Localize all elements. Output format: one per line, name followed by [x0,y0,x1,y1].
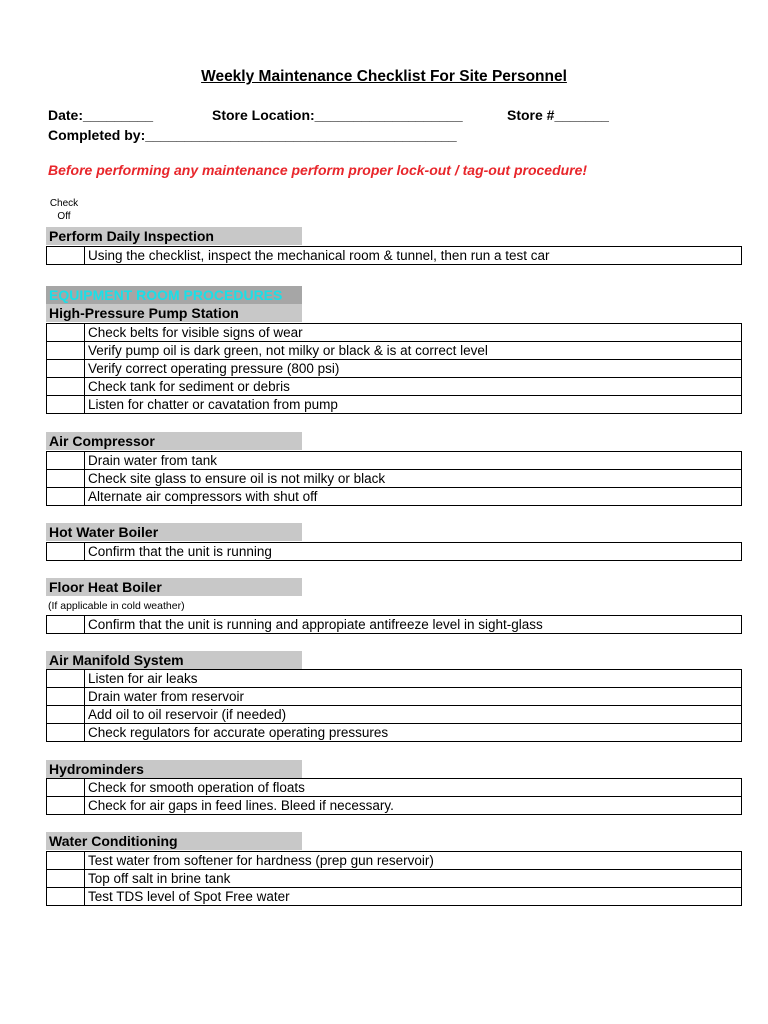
checklist-item: Add oil to oil reservoir (if needed) [85,706,742,724]
checklist-row [47,378,742,396]
checklist-row [47,360,742,378]
check-box[interactable] [47,342,85,360]
safety-warning: Before performing any maintenance perform proper lock-out / tag-out procedure! [48,162,588,178]
check-box[interactable] [47,247,85,265]
checklist-item: Listen for air leaks [85,670,742,688]
checklist-item: Verify pump oil is dark green, not milky or black & is at correct level [85,342,742,360]
checklist-row [47,488,742,506]
checklist-row [47,342,742,360]
checklist-row [47,888,742,906]
checklist-row [47,616,742,634]
checklist-row [47,452,742,470]
air-manifold-list [46,669,742,742]
check-box[interactable] [47,779,85,797]
check-box[interactable] [47,488,85,506]
checklist-item: Listen for chatter or cavatation from pump [85,396,742,414]
check-box[interactable] [47,324,85,342]
check-box[interactable] [47,706,85,724]
checklist-item: Check site glass to ensure oil is not milky or black [85,470,742,488]
checklist-row [47,724,742,742]
checklist-row [47,324,742,342]
hydrominders-list [46,778,742,815]
checklist-item: Verify correct operating pressure (800 psi) [85,360,742,378]
check-box[interactable] [47,688,85,706]
checklist-item: Check tank for sediment or debris [85,378,742,396]
checklist-row [47,470,742,488]
check-box[interactable] [47,870,85,888]
section-hot-water-boiler: Hot Water Boiler [46,523,302,541]
date-field[interactable]: Date:_________ [48,107,154,123]
check-box[interactable] [47,360,85,378]
daily-inspection-list [46,246,742,265]
checklist-row [47,688,742,706]
checklist-row [47,396,742,414]
section-water-conditioning: Water Conditioning [46,832,302,850]
hot-water-boiler-list [46,542,742,561]
check-off-label: Check Off [49,198,79,222]
checklist-item: Drain water from tank [85,452,742,470]
check-box[interactable] [47,797,85,815]
section-hydrominders: Hydrominders [46,760,302,778]
air-compressor-list [46,451,742,506]
completed-by-field[interactable]: Completed by:________________________________________ [48,127,457,143]
check-box[interactable] [47,378,85,396]
checklist-item: Check belts for visible signs of wear [85,324,742,342]
checklist-row [47,779,742,797]
checklist-row [47,797,742,815]
section-pump-station: High-Pressure Pump Station [46,304,302,322]
checklist-item: Confirm that the unit is running and appropiate antifreeze level in sight-glass [85,616,742,634]
section-daily-inspection: Perform Daily Inspection [46,227,302,245]
checklist-row [47,852,742,870]
checklist-row [47,706,742,724]
checklist-item: Alternate air compressors with shut off [85,488,742,506]
checklist-item: Using the checklist, inspect the mechanical room & tunnel, then run a test car [85,247,742,265]
pump-station-list [46,323,742,414]
checklist-item: Test TDS level of Spot Free water [85,888,742,906]
store-number-field[interactable]: Store #_______ [507,107,609,123]
check-box[interactable] [47,616,85,634]
checklist-row [47,247,742,265]
checklist-item: Check for smooth operation of floats [85,779,742,797]
check-box[interactable] [47,852,85,870]
check-box[interactable] [47,724,85,742]
checklist-item: Confirm that the unit is running [85,543,742,561]
check-box[interactable] [47,888,85,906]
checklist-row [47,543,742,561]
checklist-row [47,870,742,888]
section-floor-heat-boiler: Floor Heat Boiler [46,578,302,596]
checklist-item: Check for air gaps in feed lines. Bleed if necessary. [85,797,742,815]
section-air-manifold: Air Manifold System [46,651,302,669]
checklist-item: Top off salt in brine tank [85,870,742,888]
water-conditioning-list [46,851,742,906]
checklist-row [47,670,742,688]
check-box[interactable] [47,452,85,470]
check-box[interactable] [47,670,85,688]
page-title: Weekly Maintenance Checklist For Site Personnel [201,68,567,85]
floor-heat-boiler-list [46,615,742,634]
section-air-compressor: Air Compressor [46,432,302,450]
check-box[interactable] [47,470,85,488]
check-box[interactable] [47,543,85,561]
checklist-item: Test water from softener for hardness (prep gun reservoir) [85,852,742,870]
checklist-item: Check regulators for accurate operating pressures [85,724,742,742]
section-equipment-room: EQUIPMENT ROOM PROCEDURES [46,286,302,304]
store-location-field[interactable]: Store Location:___________________ [212,107,463,123]
check-box[interactable] [47,396,85,414]
checklist-item: Drain water from reservoir [85,688,742,706]
floor-heat-note: (If applicable in cold weather) [48,600,185,612]
